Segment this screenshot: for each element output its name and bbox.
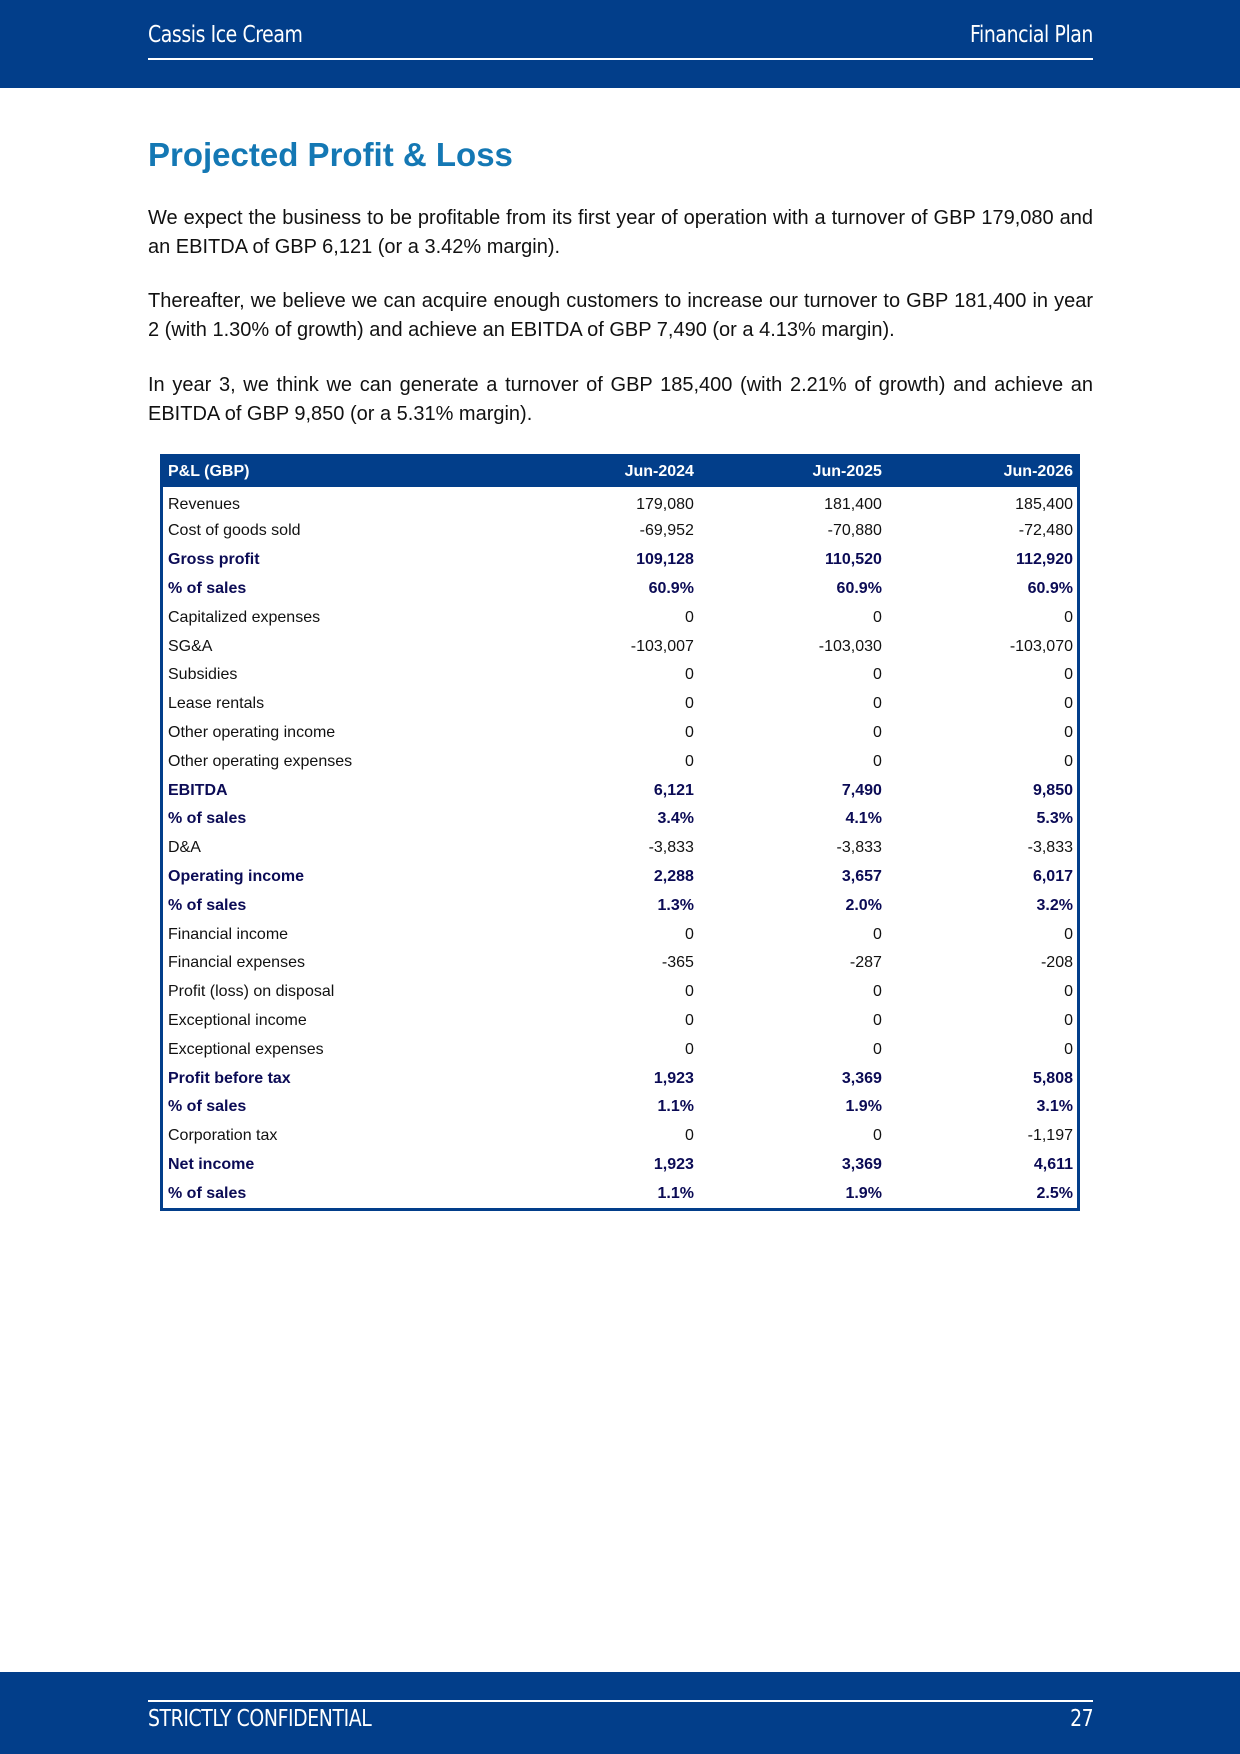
row-label: Operating income bbox=[168, 867, 305, 885]
row-label: Revenues bbox=[168, 496, 241, 513]
row-label: % of sales bbox=[168, 896, 247, 914]
table-row bbox=[162, 575, 1079, 604]
paragraph-year-3: In year 3, we think we can generate a turnover of GBP 185,400 (with 2.21% of growth) and achieve an EBITDA of GBP 9,850 (or a 5.31% margin). bbox=[148, 374, 1093, 425]
table-row bbox=[162, 517, 1079, 546]
row-value: 3,369 bbox=[841, 1155, 882, 1173]
row-value: 9,850 bbox=[1032, 781, 1073, 799]
row-value: 0 bbox=[873, 1040, 882, 1058]
pl-table bbox=[160, 454, 1080, 1211]
row-value: 1.1% bbox=[657, 1098, 694, 1116]
row-value: 4,611 bbox=[1033, 1155, 1073, 1173]
row-label: Capitalized expenses bbox=[168, 608, 321, 626]
row-value: 0 bbox=[873, 1127, 882, 1145]
row-label: Net income bbox=[168, 1155, 255, 1173]
row-value: 0 bbox=[1064, 1011, 1073, 1029]
row-label: Profit (loss) on disposal bbox=[168, 983, 335, 1001]
row-value: 185,400 bbox=[1015, 496, 1073, 513]
row-value: -103,030 bbox=[818, 637, 882, 655]
row-label: EBITDA bbox=[168, 781, 228, 799]
row-value: 0 bbox=[685, 608, 694, 626]
table-body bbox=[162, 487, 1079, 1210]
row-label: Corporation tax bbox=[168, 1127, 278, 1145]
row-value: -365 bbox=[661, 954, 694, 972]
row-value: 3.4% bbox=[657, 810, 694, 828]
row-value: 181,400 bbox=[824, 496, 882, 513]
table-row bbox=[162, 719, 1079, 748]
row-value: 0 bbox=[685, 983, 694, 1001]
table-header-row bbox=[162, 456, 1079, 488]
row-label: D&A bbox=[168, 839, 201, 857]
table-row bbox=[162, 776, 1079, 805]
row-value: 109,128 bbox=[636, 551, 694, 569]
row-value: -3,833 bbox=[1027, 839, 1073, 857]
table-row bbox=[162, 632, 1079, 661]
table-row bbox=[162, 1151, 1079, 1180]
row-value: 3.1% bbox=[1036, 1098, 1073, 1116]
row-value: 112,920 bbox=[1016, 551, 1073, 569]
row-label: Exceptional expenses bbox=[168, 1040, 324, 1058]
row-value: 0 bbox=[685, 752, 694, 770]
table-row bbox=[162, 1179, 1079, 1209]
row-value: 0 bbox=[1064, 983, 1073, 1001]
row-value: -1,197 bbox=[1027, 1127, 1073, 1145]
row-value: 0 bbox=[1064, 723, 1073, 741]
row-value: 0 bbox=[873, 1011, 882, 1029]
header-document-title: Financial Plan bbox=[970, 22, 1093, 48]
row-value: 0 bbox=[873, 983, 882, 1001]
row-label: Subsidies bbox=[168, 666, 238, 684]
page-header bbox=[0, 0, 1240, 88]
table-row bbox=[162, 949, 1079, 978]
row-value: -69,952 bbox=[639, 522, 694, 540]
table-header-label: P&L (GBP) bbox=[162, 456, 510, 488]
table-row bbox=[162, 690, 1079, 719]
row-value: 5.3% bbox=[1036, 810, 1073, 828]
row-value: 60.9% bbox=[836, 579, 882, 597]
row-value: 1.1% bbox=[657, 1184, 694, 1202]
row-value: 4.1% bbox=[845, 810, 882, 828]
row-value: 0 bbox=[873, 695, 882, 713]
table-header-year: Jun-2025 bbox=[698, 456, 886, 488]
table-row bbox=[162, 1007, 1079, 1036]
row-value: 0 bbox=[873, 723, 882, 741]
paragraph-year-2: Thereafter, we believe we can acquire enough customers to increase our turnover to GBP 181,400 in year 2 (with 1.30% of growth) and achieve an EBITDA of GBP 7,490 (or a 4.13% margin). bbox=[148, 290, 1093, 341]
row-label: Gross profit bbox=[168, 551, 260, 569]
row-value: 5,808 bbox=[1032, 1069, 1073, 1087]
row-label: Profit before tax bbox=[168, 1069, 291, 1087]
row-value: 0 bbox=[1064, 752, 1073, 770]
footer-bar bbox=[148, 1700, 1093, 1732]
table-row bbox=[162, 1093, 1079, 1122]
row-value: 110,520 bbox=[824, 551, 882, 569]
row-value: 0 bbox=[1064, 608, 1073, 626]
header-company-name: Cassis Ice Cream bbox=[148, 22, 303, 48]
row-value: 179,080 bbox=[636, 496, 694, 513]
row-value: 3.2% bbox=[1036, 896, 1073, 914]
table-row bbox=[162, 546, 1079, 575]
row-label: Other operating expenses bbox=[168, 752, 353, 770]
row-value: 1.3% bbox=[657, 896, 694, 914]
row-value: 0 bbox=[1064, 925, 1073, 943]
paragraph-year-1: We expect the business to be profitable from its first year of operation with a turnover of GBP 179,080 and an EBITDA of GBP 6,121 (or a 3.42% margin). bbox=[148, 207, 1093, 258]
table-row bbox=[162, 834, 1079, 863]
table-header-year: Jun-2026 bbox=[886, 456, 1079, 488]
row-value: 3,369 bbox=[841, 1069, 882, 1087]
row-label: % of sales bbox=[168, 1098, 247, 1116]
row-value: -70,880 bbox=[827, 522, 882, 540]
row-value: 3,657 bbox=[841, 867, 882, 885]
row-value: 6,121 bbox=[653, 781, 694, 799]
row-value: 0 bbox=[873, 666, 882, 684]
row-value: 0 bbox=[1064, 666, 1073, 684]
row-value: 2.5% bbox=[1036, 1184, 1073, 1202]
table-row bbox=[162, 487, 1079, 517]
table-row bbox=[162, 1122, 1079, 1151]
row-value: 0 bbox=[685, 666, 694, 684]
table-row bbox=[162, 805, 1079, 834]
row-value: 0 bbox=[685, 695, 694, 713]
row-label: % of sales bbox=[168, 579, 247, 597]
table-row bbox=[162, 863, 1079, 892]
row-label: Other operating income bbox=[168, 723, 336, 741]
row-value: 1.9% bbox=[845, 1184, 882, 1202]
page-title: Projected Profit & Loss bbox=[148, 136, 513, 173]
table-row bbox=[162, 661, 1079, 690]
table-row bbox=[162, 1064, 1079, 1093]
table-row bbox=[162, 978, 1079, 1007]
table-row bbox=[162, 920, 1079, 949]
row-label: Financial expenses bbox=[168, 954, 305, 972]
row-value: 2,288 bbox=[653, 867, 694, 885]
row-value: -287 bbox=[849, 954, 882, 972]
footer-page-number: 27 bbox=[1069, 1706, 1093, 1732]
row-value: 0 bbox=[685, 1040, 694, 1058]
header-bar bbox=[148, 22, 1093, 60]
row-label: Lease rentals bbox=[168, 695, 265, 713]
row-label: Financial income bbox=[168, 925, 289, 943]
row-value: 0 bbox=[685, 1127, 694, 1145]
row-label: SG&A bbox=[168, 637, 213, 655]
table-row bbox=[162, 891, 1079, 920]
row-value: 0 bbox=[1064, 1040, 1073, 1058]
table-row bbox=[162, 747, 1079, 776]
row-value: 0 bbox=[873, 752, 882, 770]
row-value: -72,480 bbox=[1018, 522, 1073, 540]
row-value: -103,070 bbox=[1009, 637, 1073, 655]
row-value: 1,923 bbox=[653, 1069, 694, 1087]
row-label: % of sales bbox=[168, 810, 247, 828]
row-value: -103,007 bbox=[630, 637, 694, 655]
row-value: 0 bbox=[685, 1011, 694, 1029]
row-value: 1.9% bbox=[845, 1098, 882, 1116]
row-value: 0 bbox=[685, 925, 694, 943]
row-value: 0 bbox=[685, 723, 694, 741]
row-value: 6,017 bbox=[1032, 867, 1073, 885]
row-value: 0 bbox=[873, 925, 882, 943]
row-value: 0 bbox=[1064, 695, 1073, 713]
row-value: -3,833 bbox=[648, 839, 694, 857]
row-label: Exceptional income bbox=[168, 1011, 307, 1029]
row-value: 7,490 bbox=[841, 781, 882, 799]
row-value: 60.9% bbox=[1027, 579, 1073, 597]
table-header-year: Jun-2024 bbox=[510, 456, 698, 488]
table-row bbox=[162, 1035, 1079, 1064]
row-value: 0 bbox=[873, 608, 882, 626]
row-value: -208 bbox=[1040, 954, 1073, 972]
footer-confidential-label: STRICTLY CONFIDENTIAL bbox=[148, 1706, 372, 1732]
row-label: % of sales bbox=[168, 1184, 247, 1202]
row-value: 2.0% bbox=[845, 896, 882, 914]
row-value: 1,923 bbox=[653, 1155, 694, 1173]
page-footer bbox=[0, 1672, 1240, 1754]
row-label: Cost of goods sold bbox=[168, 522, 301, 540]
row-value: -3,833 bbox=[836, 839, 882, 857]
table-row bbox=[162, 603, 1079, 632]
row-value: 60.9% bbox=[648, 579, 694, 597]
